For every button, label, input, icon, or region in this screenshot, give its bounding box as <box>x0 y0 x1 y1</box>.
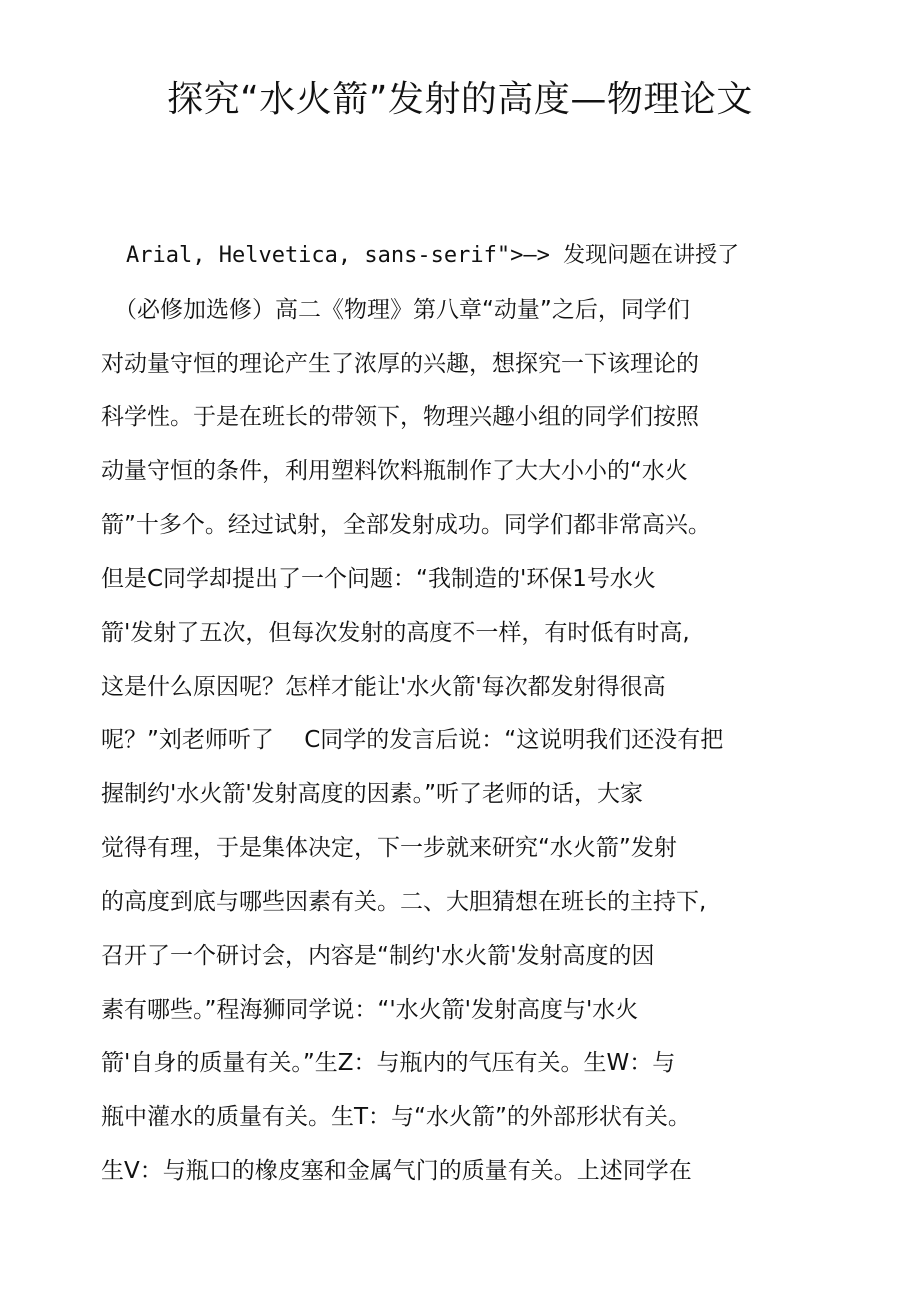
text-line: 对动量守恒的理论产生了浓厚的兴趣，想探究一下该理论的 <box>101 351 699 377</box>
text-line: 这是什么原因呢？怎样才能让'水火箭'每次都发射得很高 <box>101 674 666 700</box>
text-line: 觉得有理，于是集体决定，下一步就来研究“水火箭”发射 <box>101 835 677 861</box>
text-line: 召开了一个研讨会，内容是“制约'水火箭'发射高度的因 <box>101 943 655 969</box>
document-title: 探究“水火箭”发射的高度—物理论文 <box>167 79 753 120</box>
text-line: 箭”十多个。经过试射，全部发射成功。同学们都非常高兴。 <box>101 512 711 538</box>
text-line: 科学性。于是在班长的带领下，物理兴趣小组的同学们按照 <box>101 404 699 430</box>
text-line: 呢？”刘老师听了 C同学的发言后说：“这说明我们还没有把 <box>101 727 724 753</box>
text-line: 箭'自身的质量有关。”生Z：与瓶内的气压有关。生W：与 <box>101 1050 676 1076</box>
text-line: 生V：与瓶口的橡皮塞和金属气门的质量有关。上述同学在 <box>101 1158 692 1184</box>
text-line: 瓶中灌水的质量有关。生T：与“水火箭”的外部形状有关。 <box>101 1104 691 1130</box>
text-line: Arial, Helvetica, sans-serif">—> 发现问题在讲授了 <box>126 243 740 268</box>
text-line: （必修加选修）高二《物理》第八章“动量”之后，同学们 <box>114 297 690 323</box>
text-line: 但是C同学却提出了一个问题：“我制造的'环保1号水火 <box>101 566 656 592</box>
text-line: 箭'发射了五次，但每次发射的高度不一样，有时低有时高, <box>101 620 690 646</box>
text-line: 握制约'水火箭'发射高度的因素。”听了老师的话，大家 <box>101 781 644 807</box>
text-line: 的高度到底与哪些因素有关。二、大胆猜想在班长的主持下, <box>101 889 707 915</box>
text-line: 动量守恒的条件，利用塑料饮料瓶制作了大大小小的“水火 <box>101 458 688 484</box>
text-line: 素有哪些。”程海狮同学说：“'水火箭'发射高度与'水火 <box>101 997 639 1023</box>
